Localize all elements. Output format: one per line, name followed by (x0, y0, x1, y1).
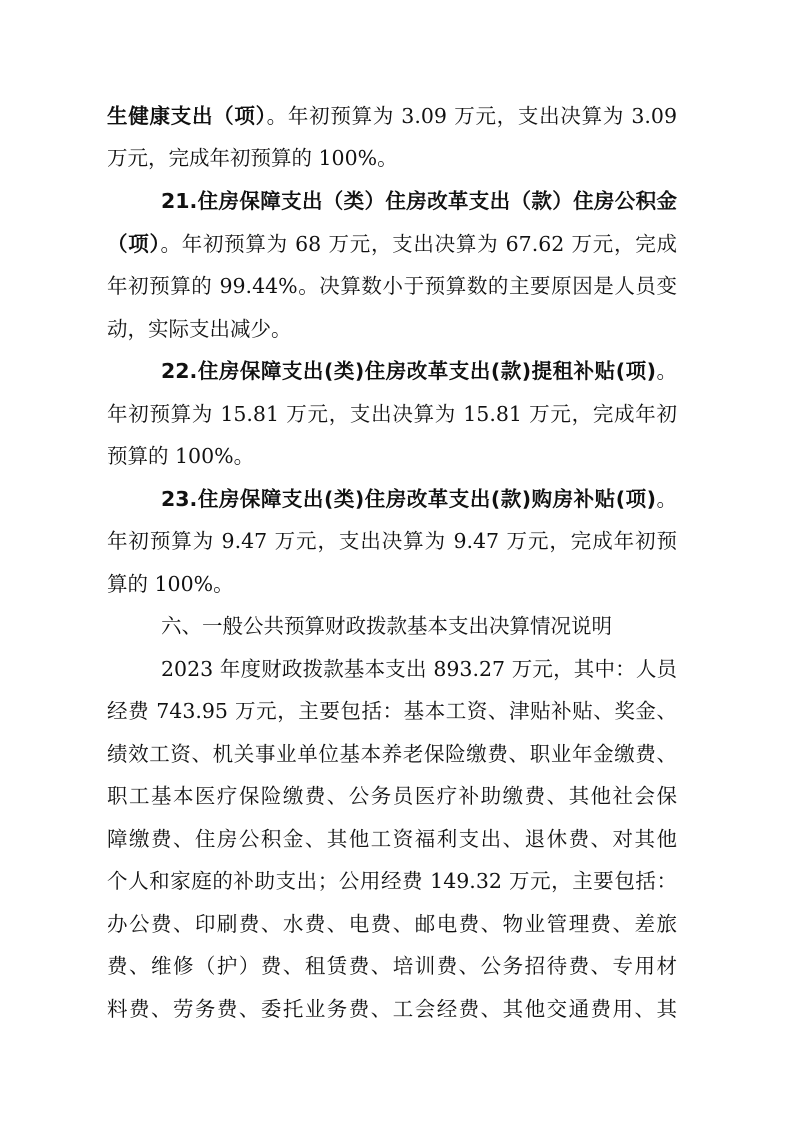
section6-line: 2023 年度财政拨款基本支出 893.27 万元，其中：人员 (161, 657, 677, 681)
item21-heading-bold-2: （项） (107, 232, 161, 256)
item20-line1 (107, 103, 677, 129)
item23-line2: 年初预算为 9.47 万元，支出决算为 9.47 万元，完成年初预 (107, 529, 677, 553)
section6-heading: 六、一般公共预算财政拨款基本支出决算情况说明 (161, 614, 612, 638)
section6-line: 经费 743.95 万元，主要包括：基本工资、津贴补贴、奖金、 (107, 699, 677, 723)
item23-line1 (161, 486, 677, 512)
item23-heading-bold: 23.住房保障支出(类)住房改革支出(款)购房补贴(项) (161, 487, 656, 511)
item21-line3: 年初预算的 99.44%。决算数小于预算数的主要原因是人员变 (107, 274, 677, 298)
item20-line2: 万元，完成年初预算的 100%。 (107, 146, 398, 170)
item22-heading-bold: 22.住房保障支出(类)住房改革支出(款)提租补贴(项) (161, 359, 656, 383)
section6-line: 个人和家庭的补助支出；公用经费 149.32 万元，主要包括： (107, 869, 677, 893)
item22-line3: 预算的 100%。 (107, 444, 255, 468)
item20-line1-text: 。年初预算为 3.09 万元，支出决算为 3.09 (266, 104, 677, 128)
item23-line3: 算的 100%。 (107, 572, 234, 596)
item22-line1 (161, 358, 677, 384)
item22-line2: 年初预算为 15.81 万元，支出决算为 15.81 万元，完成年初 (107, 402, 677, 426)
item23-line1-text: 。 (655, 487, 678, 511)
item21-line4: 动，实际支出减少。 (107, 317, 292, 341)
section6-line: 办公费、印刷费、水费、电费、邮电费、物业管理费、差旅 (107, 912, 677, 936)
item20-heading-bold: 生健康支出（项） (107, 104, 267, 128)
item22-line1-text: 。 (655, 359, 678, 383)
item21-line1 (161, 188, 677, 214)
section6-line: 费、维修（护）费、租赁费、培训费、公务招待费、专用材 (107, 954, 677, 978)
section6-line: 障缴费、住房公积金、其他工资福利支出、退休费、对其他 (107, 827, 677, 851)
item21-line2 (107, 231, 677, 257)
item21-heading-bold: 21.住房保障支出（类）住房改革支出（款）住房公积金 (161, 189, 677, 213)
section6-line: 绩效工资、机关事业单位基本养老保险缴费、职业年金缴费、 (107, 742, 677, 766)
section6-line: 职工基本医疗保险缴费、公务员医疗补助缴费、其他社会保 (107, 784, 677, 808)
item21-line2-text: 。年初预算为 68 万元，支出决算为 67.62 万元，完成 (160, 232, 678, 256)
section6-line: 料费、劳务费、委托业务费、工会经费、其他交通费用、其 (107, 997, 677, 1021)
